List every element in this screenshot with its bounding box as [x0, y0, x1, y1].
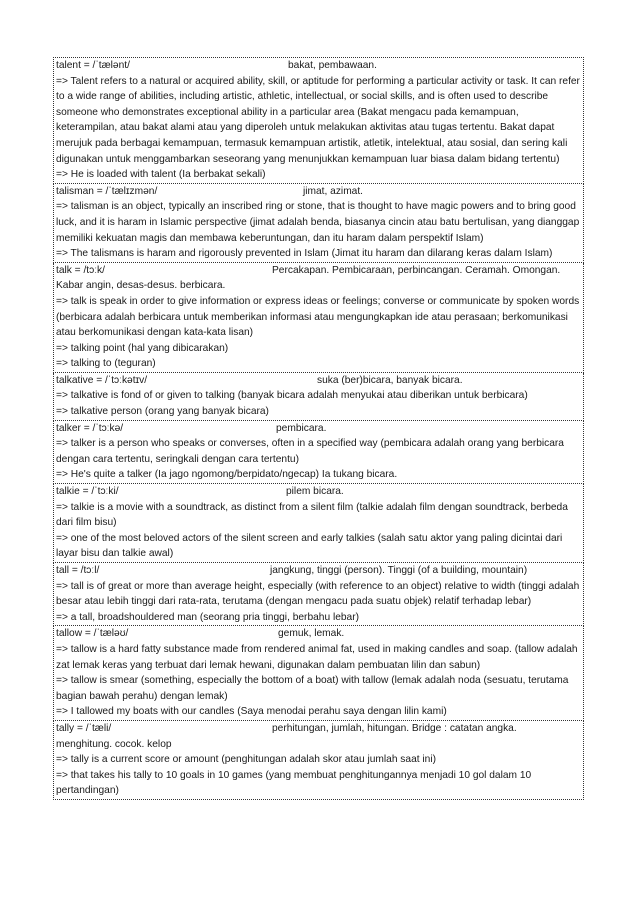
entry-meaning: Percakapan. Pembicaraan, perbincangan. Ceramah. Omongan.	[272, 264, 561, 276]
dictionary-entry	[53, 721, 584, 800]
entry-term: tall = /tɔːl/	[56, 565, 100, 576]
entry-term: talker = /ˈtɔːkə/	[56, 422, 124, 434]
entry-example-line: => tall is of great or more than average height, especially (with reference to an object) relative to width (tinggi adalah besar atau lebih tinggi dari rata-rata, terutama (dengan mengacu pada suatu objek) relatif terhadap lebar)	[56, 580, 580, 608]
dictionary-entry	[53, 563, 584, 626]
entry-example-line: => talkie is a movie with a soundtrack, as distinct from a silent film (talkie adalah film dengan soundtrack, berbeda dari film bisu)	[56, 501, 568, 529]
entry-example-line: => talker is a person who speaks or converses, often in a specified way (pembicara adalah orang yang berbicara dengan cara tertentu, seringkali dengan cara tertentu)	[56, 438, 564, 465]
entry-meaning-continued: menghitung. cocok. kelop	[56, 738, 172, 750]
entry-example-line: => The talismans is haram and rigorously prevented in Islam (Jimat itu haram dan dilarang keras dalam Islam)	[56, 248, 553, 260]
entry-term: talk = /tɔːk/	[56, 264, 105, 276]
entry-term: talent = /ˈtælənt/	[56, 60, 130, 71]
entry-headline	[56, 484, 581, 500]
entry-example-line: => talk is speak in order to give information or express ideas or feelings; converse or communicate by spoken words (berbicara adalah berbicara untuk memberikan informasi atau mengungkapkan ide atau perasaan; berkomunikasi atau berkomunikasi dengan kata-kata lisan)	[56, 295, 580, 339]
dictionary-entry	[53, 184, 584, 263]
entry-example-line: => talking to (teguran)	[56, 358, 156, 370]
entry-headline	[56, 563, 581, 579]
entry-example-line: => tallow is smear (something, especially the bottom of a boat) with tallow (lemak adalah noda (sesuatu, terutama bagian bawah perahu) dengan lemak)	[56, 675, 569, 702]
entry-example-line: => He is loaded with talent (Ia berbakat sekali)	[56, 169, 266, 181]
dictionary-entry	[53, 57, 584, 184]
entry-meaning: pilem bicara.	[286, 486, 344, 498]
dictionary-entry	[53, 626, 584, 721]
entry-meaning: pembicara.	[276, 422, 327, 434]
entry-headline	[56, 184, 581, 200]
dictionary-document	[53, 57, 584, 800]
dictionary-entry	[53, 421, 584, 484]
entry-headline	[56, 373, 581, 389]
entry-meaning: jangkung, tinggi (person). Tinggi (of a building, mountain)	[270, 565, 528, 576]
entry-headline	[56, 721, 581, 737]
dictionary-entry	[53, 373, 584, 421]
entry-headline	[56, 263, 581, 279]
entry-headline	[56, 58, 581, 74]
entry-example-line: => tally is a current score or amount (penghitungan adalah skor atau jumlah saat ini)	[56, 754, 436, 766]
entry-example-line: => a tall, broadshouldered man (seorang pria tinggi, berbahu lebar)	[56, 611, 359, 623]
entry-example-line: => talisman is an object, typically an inscribed ring or stone, that is thought to have magic powers and to bring good luck, and it is haram in Islamic perspective (jimat adalah benda, biasanya cincin atau batu bertulisan, yang dianggap memiliki kekuatan magis dan membawa keberuntungan, dan itu haram dalam perspektif Islam)	[56, 201, 580, 244]
entry-example-line: => I tallowed my boats with our candles (Saya menodai perahu saya dengan lilin kami)	[56, 706, 447, 718]
entry-example-line: => tallow is a hard fatty substance made from rendered animal fat, used in making candles and soap. (tallow adalah zat lemak keras yang terbuat dari lemak hewani, digunakan dalam pembuatan lilin dan sabun)	[56, 643, 578, 671]
dictionary-entry	[53, 484, 584, 563]
entry-term: talkative = /ˈtɔːkətɪv/	[56, 374, 148, 386]
entry-meaning-continued: Kabar angin, desas-desus. berbicara.	[56, 280, 226, 292]
dictionary-entry	[53, 263, 584, 373]
entry-example-line: => Talent refers to a natural or acquired ability, skill, or aptitude for performing a particular activity or task. It can refer to a wide range of abilities, including artistic, athletic, intellectual, or social skills, and is often used to describe someone who demonstrates exceptional ability in a particular area (Bakat mengacu pada kemampuan, keterampilan, atau bakat alami atau yang diperoleh untuk melakukan aktivitas atau tugas tertentu. Bakat dapat merujuk pada berbagai kemampuan, termasuk kemampuan artistik, atletik, intelektual, atau sosial, dan sering kali digunakan untuk menggambarkan seseorang yang menunjukkan kemampuan luar biasa dalam bidang tertentu)	[56, 75, 580, 165]
entry-headline	[56, 626, 581, 642]
entry-example-line: => He's quite a talker (Ia jago ngomong/berpidato/ngecap) Ia tukang bicara.	[56, 469, 398, 481]
entry-meaning: jimat, azimat.	[303, 185, 364, 197]
entry-meaning: gemuk, lemak.	[278, 628, 345, 640]
entry-meaning: suka (ber)bicara, banyak bicara.	[317, 374, 463, 386]
entry-term: tallow = /ˈtæləʊ/	[56, 628, 129, 640]
entry-meaning: perhitungan, jumlah, hitungan. Bridge : catatan angka.	[272, 722, 517, 734]
entry-term: tally = /ˈtæli/	[56, 722, 112, 734]
entry-example-line: => that takes his tally to 10 goals in 10 games (yang membuat penghitungannya menjadi 10 gol dalam 10 pertandingan)	[56, 769, 532, 797]
entry-meaning: bakat, pembawaan.	[288, 60, 377, 71]
entry-headline	[56, 421, 581, 437]
entry-term: talkie = /ˈtɔːki/	[56, 486, 119, 498]
entry-example-line: => talkative is fond of or given to talking (banyak bicara adalah menyukai atau diberikan untuk berbicara)	[56, 390, 528, 402]
entry-example-line: => one of the most beloved actors of the silent screen and early talkies (salah satu aktor yang paling dicintai dari layar bisu dan talkie awal)	[56, 532, 563, 560]
entry-example-line: => talkative person (orang yang banyak bicara)	[56, 406, 269, 418]
entry-example-line: => talking point (hal yang dibicarakan)	[56, 342, 229, 354]
entry-term: talisman = /ˈtælɪzmən/	[56, 185, 158, 197]
